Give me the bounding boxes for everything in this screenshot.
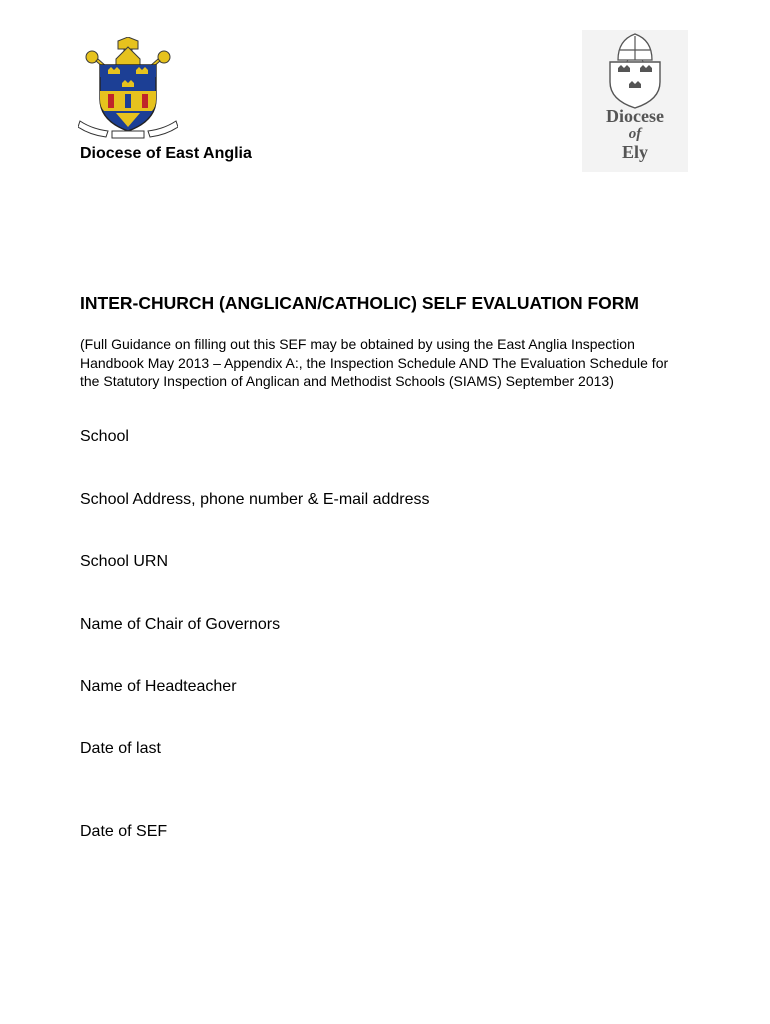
headteacher-label: Name of Headteacher [80, 678, 237, 695]
school-address-label: School Address, phone number & E-mail address [80, 491, 430, 508]
diocese-of-ely-logo-icon [582, 30, 688, 172]
school-urn-label: School URN [80, 553, 169, 570]
ely-logo-word-1: Diocese [606, 106, 664, 126]
guidance-note: (Full Guidance on filling out this SEF may be obtained by using the East Anglia Inspection Handbook May 2013 – Appendix A:, the Inspection Schedule AND The Evaluation Schedule for the Statutory Inspection of Anglican and Methodist Schools (SIAMS) September 2013) [80, 336, 669, 389]
date-of-sef-label: Date of SEF [80, 823, 168, 840]
school-label: School [80, 428, 129, 445]
form-title: INTER-CHURCH (ANGLICAN/CATHOLIC) SELF EVALUATION FORM [80, 293, 639, 313]
ely-logo-word-3: Ely [621, 142, 649, 162]
diocese-of-east-anglia-crest-icon [78, 37, 178, 139]
date-of-last-label: Date of last [80, 740, 161, 757]
chair-of-governors-label: Name of Chair of Governors [80, 616, 281, 633]
diocese-of-east-anglia-label: Diocese of East Anglia [80, 145, 252, 162]
ely-logo-word-2: of [628, 126, 642, 142]
